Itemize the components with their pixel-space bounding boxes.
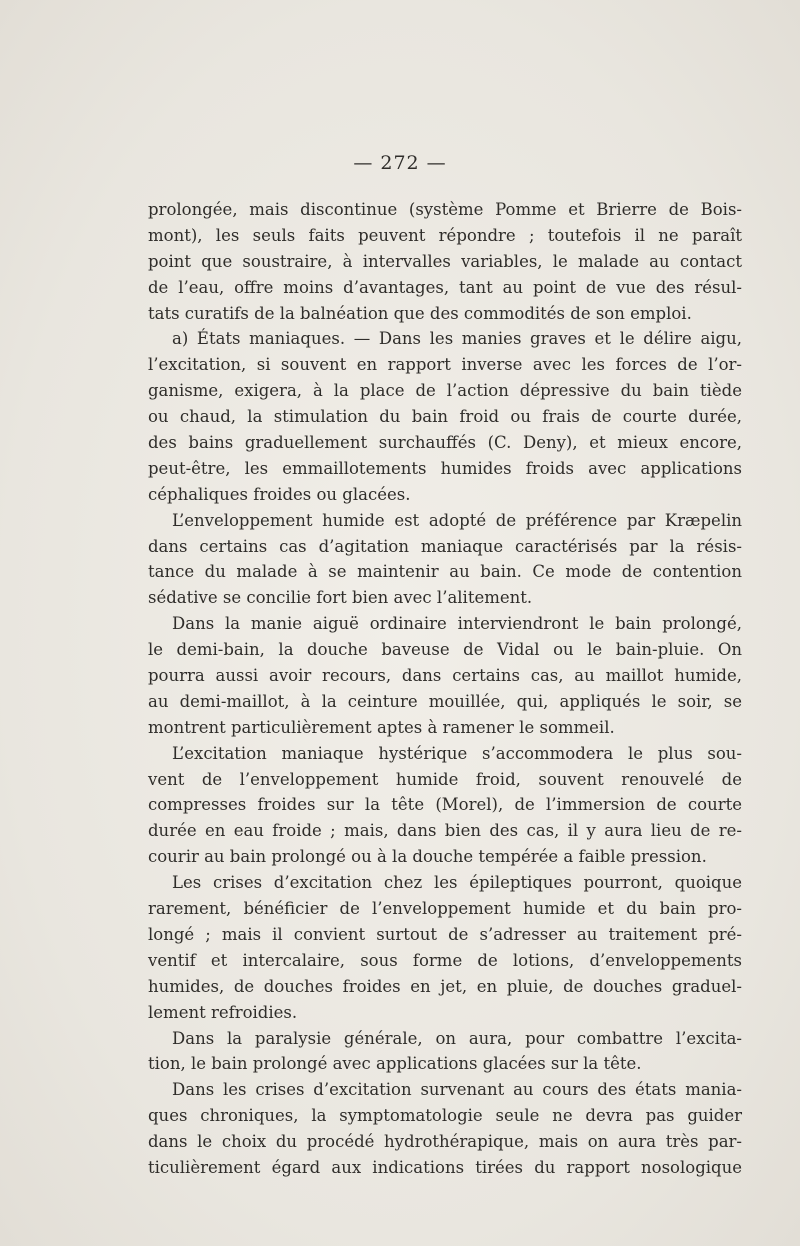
text-line: céphaliques froides ou glacées. bbox=[148, 484, 411, 504]
text-line: compresses froides sur la tête (Morel), de l’immersion de courte bbox=[148, 795, 742, 815]
text-line: ganisme, exigera, à la place de l’action dépressive du bain tiède bbox=[148, 381, 742, 401]
text-line: de l’eau, offre moins d’avantages, tant au point de vue des résul- bbox=[148, 277, 742, 297]
text-line: longé ; mais il convient surtout de s’adresser au traitement pré- bbox=[148, 924, 742, 944]
text-line: dans le choix du procédé hydrothérapique, mais on aura très par- bbox=[148, 1132, 742, 1152]
text-line: l’excitation, si souvent en rapport inverse avec les forces de l’or- bbox=[148, 355, 742, 375]
text-line: durée en eau froide ; mais, dans bien des cas, il y aura lieu de re- bbox=[148, 821, 742, 841]
text-line: sédative se concilie fort bien avec l’alitement. bbox=[148, 588, 533, 608]
text-line: dans certains cas d’agitation maniaque caractérisés par la résis- bbox=[148, 536, 742, 556]
text-line: point que soustraire, à intervalles variables, le malade au contact bbox=[148, 251, 742, 271]
text-line: pourra aussi avoir recours, dans certains cas, au maillot humide, bbox=[148, 666, 742, 686]
text-line: tion, le bain prolongé avec applications glacées sur la tête. bbox=[148, 1054, 642, 1074]
text-line: rarement, bénéficier de l’enveloppement humide et du bain pro- bbox=[148, 899, 742, 919]
text-line: L’enveloppement humide est adopté de préférence par Kræpelin bbox=[172, 510, 742, 530]
text-line: humides, de douches froides en jet, en pluie, de douches graduel- bbox=[148, 976, 742, 996]
text-line: ques chroniques, la symptomatologie seule ne devra pas guider bbox=[148, 1106, 742, 1126]
text-line: des bains graduellement surchauffés (C. Deny), et mieux encore, bbox=[148, 433, 742, 453]
text-line: Dans les crises d’excitation survenant au cours des états mania- bbox=[172, 1080, 742, 1100]
text-line: courir au bain prolongé ou à la douche tempérée a faible pression. bbox=[148, 847, 707, 867]
text-line: montrent particulièrement aptes à ramener le sommeil. bbox=[148, 717, 615, 737]
text-line: L’excitation maniaque hystérique s’accommodera le plus sou- bbox=[172, 743, 742, 763]
text-line: prolongée, mais discontinue (système Pomme et Brierre de Bois- bbox=[148, 200, 742, 219]
text-line: a) États maniaques. — Dans les manies graves et le délire aigu, bbox=[172, 329, 742, 349]
text-line: ventif et intercalaire, sous forme de lotions, d’enveloppements bbox=[148, 950, 742, 970]
text-line: mont), les seuls faits peuvent répondre ; toutefois il ne paraît bbox=[148, 225, 742, 245]
text-line: tats curatifs de la balnéation que des commodités de son emploi. bbox=[148, 303, 692, 323]
page-number: — 272 — bbox=[353, 152, 447, 174]
body-text bbox=[148, 197, 742, 1181]
text-line: vent de l’enveloppement humide froid, souvent renouvelé de bbox=[148, 769, 742, 789]
text-line: Dans la manie aiguë ordinaire interviendront le bain prolongé, bbox=[172, 614, 742, 634]
text-line: le demi-bain, la douche baveuse de Vidal ou le bain-pluie. On bbox=[148, 640, 742, 660]
text-line: lement refroidies. bbox=[148, 1002, 298, 1022]
text-line: au demi-maillot, à la ceinture mouillée, qui, appliqués le soir, se bbox=[148, 691, 742, 711]
text-line: Les crises d’excitation chez les épileptiques pourront, quoique bbox=[172, 873, 742, 893]
text-line: peut-être, les emmaillotements humides froids avec applications bbox=[148, 458, 742, 478]
text-line: tance du malade à se maintenir au bain. Ce mode de contention bbox=[148, 562, 742, 582]
text-line: ticulièrement égard aux indications tirées du rapport nosologique bbox=[148, 1157, 742, 1177]
text-line: Dans la paralysie générale, on aura, pour combattre l’excita- bbox=[172, 1028, 742, 1048]
text-line: ou chaud, la stimulation du bain froid ou frais de courte durée, bbox=[148, 407, 742, 427]
